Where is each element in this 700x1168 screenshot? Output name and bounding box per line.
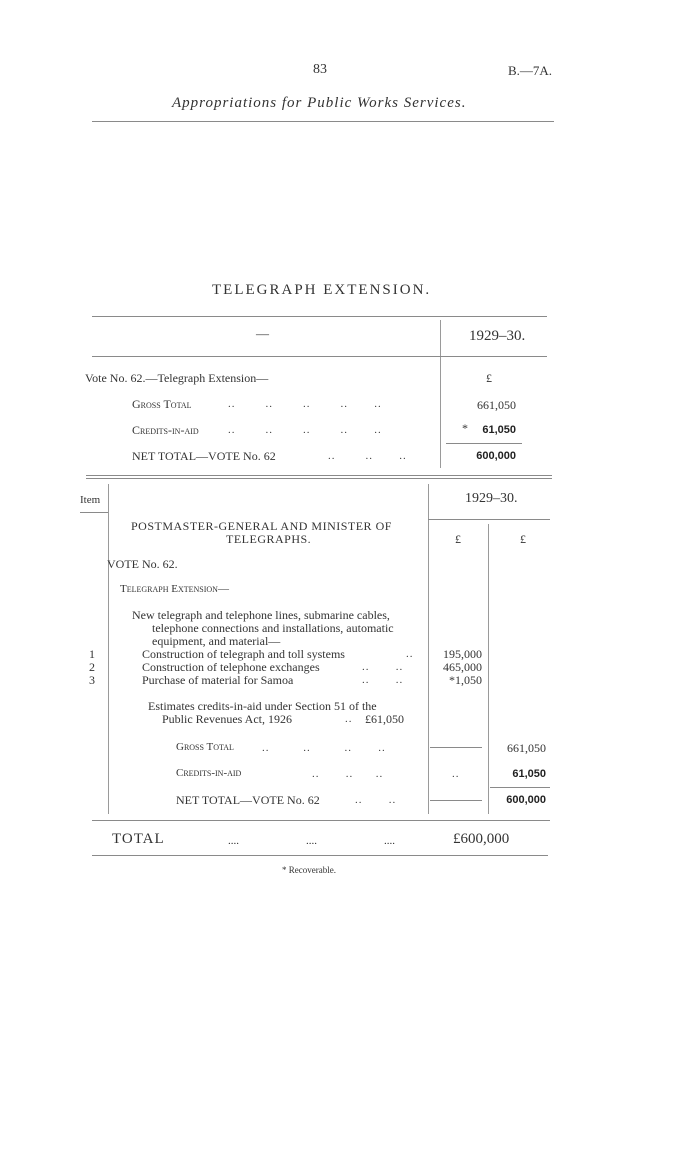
item-number: 3 — [89, 673, 95, 687]
summary-net-total-label: NET TOTAL—VOTE No. 62 — [132, 449, 276, 463]
subtotal-rule — [430, 747, 482, 748]
item-amount: 465,000 — [443, 660, 482, 674]
grand-total-dots: .... — [306, 835, 317, 847]
summary-header-rule — [92, 356, 547, 357]
page-number: 83 — [313, 62, 327, 77]
detail-credits-label: Credits-in-aid — [176, 767, 242, 779]
footnote: * Recoverable. — [282, 865, 336, 875]
detail-gross-total-label: Gross Total — [176, 741, 234, 753]
item-description: Construction of telephone exchanges — [142, 660, 320, 674]
estimate-amount: £61,050 — [365, 712, 404, 726]
minister-title: POSTMASTER-GENERAL AND MINISTER OF — [131, 519, 392, 533]
leader-dots: .. .. .. — [312, 768, 384, 780]
summary-subtotal-rule — [446, 443, 522, 444]
leader-dots: .. .. — [355, 794, 397, 806]
vote-number: VOTE No. 62. — [107, 557, 178, 571]
intro-line-3: equipment, and material— — [152, 634, 281, 648]
detail-gross-total-value: 661,050 — [507, 741, 546, 755]
detail-net-total-label: NET TOTAL—VOTE No. 62 — [176, 793, 320, 807]
leader-dots: .. .. .. .. — [262, 742, 386, 754]
detail-heading: Telegraph Extension— — [120, 583, 229, 595]
summary-credits-value: 61,050 — [482, 424, 516, 436]
summary-vote-line: Vote No. 62.—Telegraph Extension— — [85, 371, 269, 385]
leader-dots: .. — [406, 648, 414, 660]
item-description: Purchase of material for Samoa — [142, 673, 294, 687]
leader-dots: .. — [452, 768, 460, 780]
document-reference: B.—7A. — [508, 63, 553, 78]
summary-dash: — — [256, 326, 269, 341]
subtotal-column-divider — [488, 524, 489, 814]
leader-dots: .. .. — [362, 661, 404, 673]
grand-total-label: TOTAL — [112, 831, 165, 847]
item-column-divider — [108, 484, 109, 814]
detail-year-rule — [428, 519, 550, 520]
item-description: Construction of telegraph and toll systems — [142, 647, 345, 661]
summary-bottom-rule — [86, 475, 552, 476]
currency-right: £ — [520, 532, 526, 546]
item-amount: 195,000 — [443, 647, 482, 661]
leader-dots: .. .. .. .. .. — [228, 398, 382, 410]
estimate-line-2: Public Revenues Act, 1926 — [162, 712, 292, 726]
leader-dots: .. .. .. .. .. — [228, 424, 382, 436]
detail-bottom-rule — [92, 820, 550, 821]
summary-gross-total-label: Gross Total — [132, 397, 192, 411]
header-rule — [92, 121, 554, 122]
detail-net-total-value: 600,000 — [506, 794, 546, 806]
leader-dots: .. .. — [362, 674, 404, 686]
item-header-rule — [80, 512, 108, 513]
grand-total-dots: .... — [228, 835, 239, 847]
item-header: Item — [80, 494, 101, 506]
summary-year: 1929–30. — [469, 328, 526, 344]
detail-credits-value: 61,050 — [512, 768, 546, 780]
summary-top-rule — [92, 316, 547, 317]
summary-column-divider — [440, 320, 441, 468]
summary-currency: £ — [486, 371, 492, 385]
grand-total-dots: .... — [384, 835, 395, 847]
item-number: 2 — [89, 660, 95, 674]
recoverable-marker: * — [462, 421, 468, 435]
summary-net-total-value: 600,000 — [476, 450, 516, 462]
subtotal-rule — [430, 800, 482, 801]
leader-dots: .. — [345, 713, 353, 725]
section-title: TELEGRAPH EXTENSION. — [212, 282, 432, 298]
currency-left: £ — [455, 532, 461, 546]
item-amount: *1,050 — [449, 673, 482, 687]
leader-dots: .. .. .. — [328, 450, 407, 462]
intro-line-2: telephone connections and installations, automatic — [152, 621, 394, 635]
amount-column-divider — [428, 484, 429, 814]
net-subtotal-rule — [490, 787, 550, 788]
summary-credits-label: Credits-in-aid — [132, 423, 199, 437]
page-subtitle: Appropriations for Public Works Services. — [172, 95, 467, 111]
summary-bottom-rule-double — [86, 478, 552, 479]
grand-total-rule — [92, 855, 548, 856]
grand-total-value: £600,000 — [453, 831, 510, 847]
summary-gross-total-value: 661,050 — [477, 398, 516, 412]
detail-year: 1929–30. — [465, 491, 518, 506]
item-number: 1 — [89, 647, 95, 661]
intro-line-1: New telegraph and telephone lines, submarine cables, — [132, 608, 390, 622]
estimate-line-1: Estimates credits-in-aid under Section 51 of the — [148, 699, 377, 713]
minister-title-line2: TELEGRAPHS. — [226, 532, 312, 546]
